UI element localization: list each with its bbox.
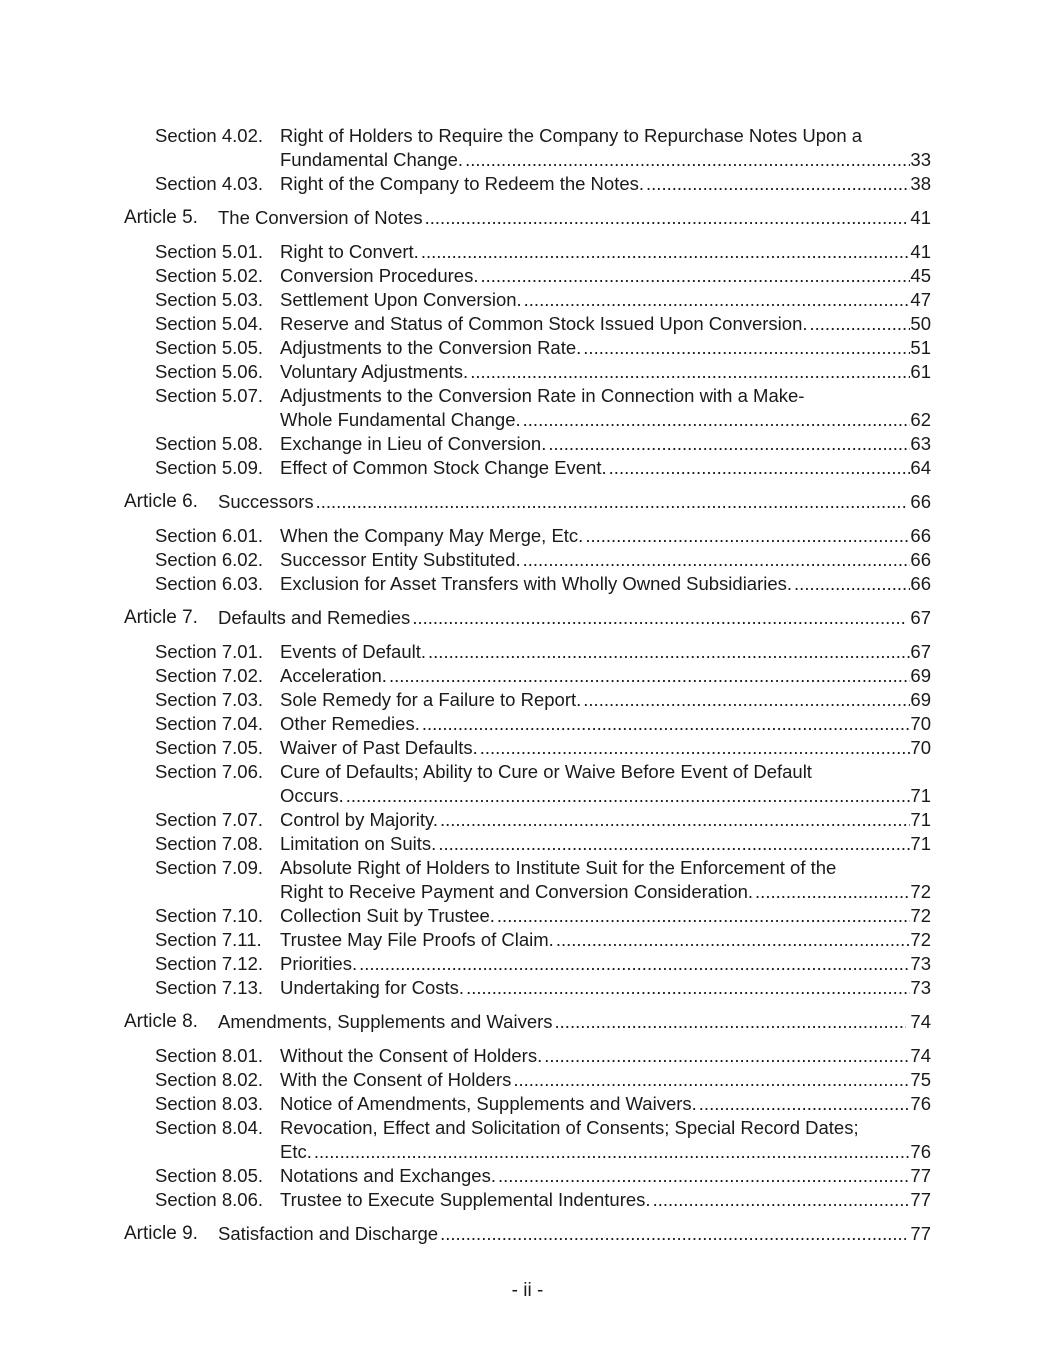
- dot-leader: [511, 1068, 910, 1092]
- toc-article-entry[interactable]: [0, 1010, 1055, 1034]
- dot-leader: [607, 456, 911, 480]
- section-number: Section 5.06.: [155, 361, 263, 382]
- entry-title: When the Company May Merge, Etc.: [280, 525, 584, 546]
- dot-leader: [478, 736, 911, 760]
- section-number: Section 8.05.: [155, 1165, 263, 1186]
- dot-leader: [697, 1092, 911, 1116]
- leader-line: [280, 312, 931, 336]
- leader-line: [280, 1140, 931, 1164]
- section-number: Section 5.01.: [155, 241, 263, 262]
- leader-line: [280, 880, 931, 904]
- dot-leader: [423, 206, 907, 230]
- page-reference: 41: [910, 241, 931, 262]
- page-number-footer: [0, 1280, 1055, 1302]
- dot-leader: [644, 172, 910, 196]
- page-reference: 66: [910, 573, 931, 594]
- dot-leader: [753, 880, 910, 904]
- section-number: Section 7.09.: [155, 857, 263, 878]
- toc-section-entry[interactable]: [0, 952, 1055, 976]
- page-reference: 51: [910, 337, 931, 358]
- page-reference: 77: [910, 1223, 931, 1244]
- toc-section-entry[interactable]: [0, 832, 1055, 856]
- entry-title: Control by Majority.: [280, 809, 438, 830]
- page-reference: 66: [910, 549, 931, 570]
- page-reference: 72: [910, 905, 931, 926]
- leader-line: [280, 432, 931, 456]
- dot-leader: [808, 312, 911, 336]
- section-number: Section 5.02.: [155, 265, 263, 286]
- dot-leader: [583, 524, 910, 548]
- toc-section-entry[interactable]: [0, 1068, 1055, 1092]
- section-number: Section 8.02.: [155, 1069, 263, 1090]
- section-number: Section 5.09.: [155, 457, 263, 478]
- page-reference: 69: [910, 689, 931, 710]
- leader-line: [280, 664, 931, 688]
- section-number: Section 7.11.: [155, 929, 262, 950]
- entry-title: Whole Fundamental Change.: [280, 409, 521, 430]
- section-number: Section 7.02.: [155, 665, 263, 686]
- toc-article-entry[interactable]: [0, 206, 1055, 230]
- section-number: Section 7.04.: [155, 713, 263, 734]
- leader-line: [280, 572, 931, 596]
- page-reference: 70: [910, 737, 931, 758]
- toc-section-entry[interactable]: [0, 264, 1055, 288]
- entry-title: Settlement Upon Conversion.: [280, 289, 522, 310]
- toc-article-entry[interactable]: [0, 490, 1055, 514]
- page-reference: 41: [910, 207, 931, 228]
- dot-leader: [463, 148, 910, 172]
- toc-section-entry[interactable]: [0, 1116, 1055, 1164]
- entry-title: With the Consent of Holders: [280, 1069, 512, 1090]
- section-number: Section 5.05.: [155, 337, 263, 358]
- leader-line: [280, 548, 931, 572]
- dot-leader: [314, 490, 907, 514]
- section-number: Section 6.01.: [155, 525, 263, 546]
- entry-title: Exchange in Lieu of Conversion.: [280, 433, 547, 454]
- section-number: Section 5.04.: [155, 313, 263, 334]
- leader-line: [280, 240, 931, 264]
- entry-title: Effect of Common Stock Change Event.: [280, 457, 607, 478]
- page-reference: 74: [910, 1011, 931, 1032]
- dot-leader: [581, 688, 910, 712]
- leader-line: [280, 408, 931, 432]
- section-number: Section 5.07.: [155, 385, 263, 406]
- entry-title: Occurs.: [280, 785, 344, 806]
- dot-leader: [554, 928, 911, 952]
- dot-leader: [521, 548, 911, 572]
- toc-section-entry[interactable]: [0, 572, 1055, 596]
- toc-section-entry[interactable]: [0, 124, 1055, 172]
- leader-line: [280, 288, 931, 312]
- dot-leader: [553, 1010, 907, 1034]
- leader-line: [280, 808, 931, 832]
- page-reference: 77: [910, 1189, 931, 1210]
- entry-title: Events of Default.: [280, 641, 427, 662]
- article-number: Article 9.: [124, 1223, 198, 1244]
- page-reference: 66: [910, 491, 931, 512]
- dot-leader: [426, 640, 910, 664]
- dot-leader: [436, 832, 910, 856]
- page-reference: 64: [910, 457, 931, 478]
- leader-line: [280, 712, 931, 736]
- toc-section-entry[interactable]: [0, 172, 1055, 196]
- dot-leader: [464, 976, 910, 1000]
- section-number: Section 8.01.: [155, 1045, 263, 1066]
- section-number: Section 8.04.: [155, 1117, 263, 1138]
- dot-leader: [438, 1222, 906, 1246]
- page-reference: 61: [910, 361, 931, 382]
- entry-title: Right to Receive Payment and Conversion Consideration.: [280, 881, 754, 902]
- entry-title-line: Revocation, Effect and Solicitation of Consents; Special Record Dates;: [280, 1117, 859, 1138]
- entry-title: The Conversion of Notes: [218, 207, 423, 228]
- section-number: Section 8.06.: [155, 1189, 263, 1210]
- page-reference: 67: [910, 607, 931, 628]
- dot-leader: [521, 408, 911, 432]
- dot-leader: [344, 784, 911, 808]
- entry-title: Conversion Procedures.: [280, 265, 479, 286]
- page-reference: 75: [910, 1069, 931, 1090]
- entry-title: Exclusion for Asset Transfers with Wholly Owned Subsidiaries.: [280, 573, 793, 594]
- leader-line: [218, 490, 931, 514]
- article-number: Article 5.: [124, 207, 198, 228]
- page-reference: 76: [910, 1093, 931, 1114]
- entry-title: Notations and Exchanges.: [280, 1165, 496, 1186]
- section-number: Section 7.12.: [155, 953, 263, 974]
- page-reference: 33: [910, 149, 931, 170]
- article-number: Article 6.: [124, 491, 198, 512]
- entry-title: Defaults and Remedies: [218, 607, 411, 628]
- section-number: Section 7.03.: [155, 689, 263, 710]
- entry-title: Fundamental Change.: [280, 149, 464, 170]
- entry-title: Reserve and Status of Common Stock Issued Upon Conversion.: [280, 313, 808, 334]
- article-number: Article 8.: [124, 1011, 198, 1032]
- dot-leader: [495, 904, 911, 928]
- page-reference: 77: [910, 1165, 931, 1186]
- page-reference: 72: [910, 929, 931, 950]
- section-number: Section 7.05.: [155, 737, 263, 758]
- entry-title: Successor Entity Substituted.: [280, 549, 521, 570]
- page-reference: 70: [910, 713, 931, 734]
- section-number: Section 4.03.: [155, 173, 263, 194]
- entry-title-line: Adjustments to the Conversion Rate in Connection with a Make-: [280, 385, 805, 406]
- toc-section-entry[interactable]: [0, 432, 1055, 456]
- article-number: Article 7.: [124, 607, 198, 628]
- section-number: Section 5.03.: [155, 289, 263, 310]
- dot-leader: [651, 1188, 911, 1212]
- entry-title: Waiver of Past Defaults.: [280, 737, 478, 758]
- leader-line: [280, 1092, 931, 1116]
- toc-section-entry[interactable]: [0, 856, 1055, 904]
- page-number: - ii -: [511, 1280, 544, 1301]
- toc-section-entry[interactable]: [0, 1188, 1055, 1212]
- entry-title: Trustee May File Proofs of Claim.: [280, 929, 554, 950]
- leader-line: [280, 172, 931, 196]
- page-reference: 71: [910, 809, 931, 830]
- leader-line: [280, 524, 931, 548]
- entry-title-line: Cure of Defaults; Ability to Cure or Waive Before Event of Default: [280, 761, 812, 782]
- entry-title: Adjustments to the Conversion Rate.: [280, 337, 582, 358]
- page-reference: 63: [910, 433, 931, 454]
- dot-leader: [410, 606, 906, 630]
- toc-section-entry[interactable]: [0, 664, 1055, 688]
- toc-section-entry[interactable]: [0, 312, 1055, 336]
- entry-title: Etc.: [280, 1141, 312, 1162]
- section-number: Section 7.08.: [155, 833, 263, 854]
- leader-line: [280, 736, 931, 760]
- page-reference: 71: [910, 785, 931, 806]
- section-number: Section 7.10.: [155, 905, 263, 926]
- leader-line: [280, 952, 931, 976]
- toc-section-entry[interactable]: [0, 456, 1055, 480]
- leader-line: [280, 148, 931, 172]
- toc-section-entry[interactable]: [0, 336, 1055, 360]
- leader-line: [218, 1222, 931, 1246]
- leader-line: [280, 264, 931, 288]
- section-number: Section 7.07.: [155, 809, 263, 830]
- dot-leader: [312, 1140, 911, 1164]
- dot-leader: [419, 240, 911, 264]
- leader-line: [280, 976, 931, 1000]
- toc-section-entry[interactable]: [0, 808, 1055, 832]
- section-number: Section 7.01.: [155, 641, 263, 662]
- section-number: Section 5.08.: [155, 433, 263, 454]
- page-reference: 73: [910, 977, 931, 998]
- entry-title: Limitation on Suits.: [280, 833, 437, 854]
- leader-line: [280, 904, 931, 928]
- entry-title: Notice of Amendments, Supplements and Waivers.: [280, 1093, 697, 1114]
- entry-title: Right of the Company to Redeem the Notes.: [280, 173, 645, 194]
- leader-line: [280, 688, 931, 712]
- page-reference: 69: [910, 665, 931, 686]
- entry-title: Voluntary Adjustments.: [280, 361, 469, 382]
- leader-line: [218, 206, 931, 230]
- leader-line: [280, 360, 931, 384]
- toc-section-entry[interactable]: [0, 640, 1055, 664]
- toc-article-entry[interactable]: [0, 1222, 1055, 1246]
- section-number: Section 8.03.: [155, 1093, 263, 1114]
- entry-title: Right to Convert.: [280, 241, 419, 262]
- entry-title: Priorities.: [280, 953, 358, 974]
- section-number: Section 6.03.: [155, 573, 263, 594]
- dot-leader: [468, 360, 910, 384]
- toc-section-entry[interactable]: [0, 384, 1055, 432]
- page-reference: 45: [910, 265, 931, 286]
- page-reference: 50: [910, 313, 931, 334]
- page-reference: 66: [910, 525, 931, 546]
- dot-leader: [478, 264, 910, 288]
- section-number: Section 6.02.: [155, 549, 263, 570]
- dot-leader: [792, 572, 910, 596]
- toc-section-entry[interactable]: [0, 1164, 1055, 1188]
- entry-title: Amendments, Supplements and Waivers: [218, 1011, 553, 1032]
- dot-leader: [542, 1044, 910, 1068]
- toc-section-entry[interactable]: [0, 240, 1055, 264]
- toc-section-entry[interactable]: [0, 524, 1055, 548]
- leader-line: [280, 640, 931, 664]
- dot-leader: [438, 808, 910, 832]
- dot-leader: [581, 336, 910, 360]
- dot-leader: [387, 664, 910, 688]
- toc-section-entry[interactable]: [0, 736, 1055, 760]
- toc-section-entry[interactable]: [0, 976, 1055, 1000]
- entry-title-line: Right of Holders to Require the Company to Repurchase Notes Upon a: [280, 125, 863, 146]
- page-reference: 76: [910, 1141, 931, 1162]
- leader-line: [280, 456, 931, 480]
- dot-leader: [496, 1164, 910, 1188]
- leader-line: [280, 1188, 931, 1212]
- dot-leader: [420, 712, 911, 736]
- toc-section-entry[interactable]: [0, 928, 1055, 952]
- section-number: Section 7.06.: [155, 761, 263, 782]
- leader-line: [280, 832, 931, 856]
- page-reference: 62: [910, 409, 931, 430]
- page-reference: 38: [910, 173, 931, 194]
- leader-line: [280, 336, 931, 360]
- leader-line: [280, 928, 931, 952]
- leader-line: [280, 784, 931, 808]
- page-reference: 74: [910, 1045, 931, 1066]
- entry-title: Sole Remedy for a Failure to Report.: [280, 689, 582, 710]
- page-reference: 71: [910, 833, 931, 854]
- page-reference: 73: [910, 953, 931, 974]
- section-number: Section 4.02.: [155, 125, 263, 146]
- dot-leader: [357, 952, 910, 976]
- entry-title: Trustee to Execute Supplemental Indentures.: [280, 1189, 651, 1210]
- entry-title: Without the Consent of Holders.: [280, 1045, 543, 1066]
- entry-title: Satisfaction and Discharge: [218, 1223, 439, 1244]
- entry-title: Other Remedies.: [280, 713, 420, 734]
- leader-line: [218, 1010, 931, 1034]
- leader-line: [280, 1044, 931, 1068]
- table-of-contents: [0, 124, 1055, 1256]
- toc-section-entry[interactable]: [0, 288, 1055, 312]
- page-reference: 47: [910, 289, 931, 310]
- entry-title: Collection Suit by Trustee.: [280, 905, 495, 926]
- toc-section-entry[interactable]: [0, 1092, 1055, 1116]
- page-reference: 72: [910, 881, 931, 902]
- entry-title: Successors: [218, 491, 314, 512]
- page-reference: 67: [910, 641, 931, 662]
- section-number: Section 7.13.: [155, 977, 263, 998]
- leader-line: [218, 606, 931, 630]
- toc-section-entry[interactable]: [0, 760, 1055, 808]
- leader-line: [280, 1164, 931, 1188]
- toc-section-entry[interactable]: [0, 360, 1055, 384]
- toc-section-entry[interactable]: [0, 688, 1055, 712]
- dot-leader: [522, 288, 911, 312]
- entry-title: Acceleration.: [280, 665, 387, 686]
- toc-section-entry[interactable]: [0, 1044, 1055, 1068]
- leader-line: [280, 1068, 931, 1092]
- entry-title-line: Absolute Right of Holders to Institute Suit for the Enforcement of the: [280, 857, 837, 878]
- toc-section-entry[interactable]: [0, 548, 1055, 572]
- toc-article-entry[interactable]: [0, 606, 1055, 630]
- dot-leader: [546, 432, 910, 456]
- entry-title: Undertaking for Costs.: [280, 977, 465, 998]
- toc-section-entry[interactable]: [0, 712, 1055, 736]
- toc-section-entry[interactable]: [0, 904, 1055, 928]
